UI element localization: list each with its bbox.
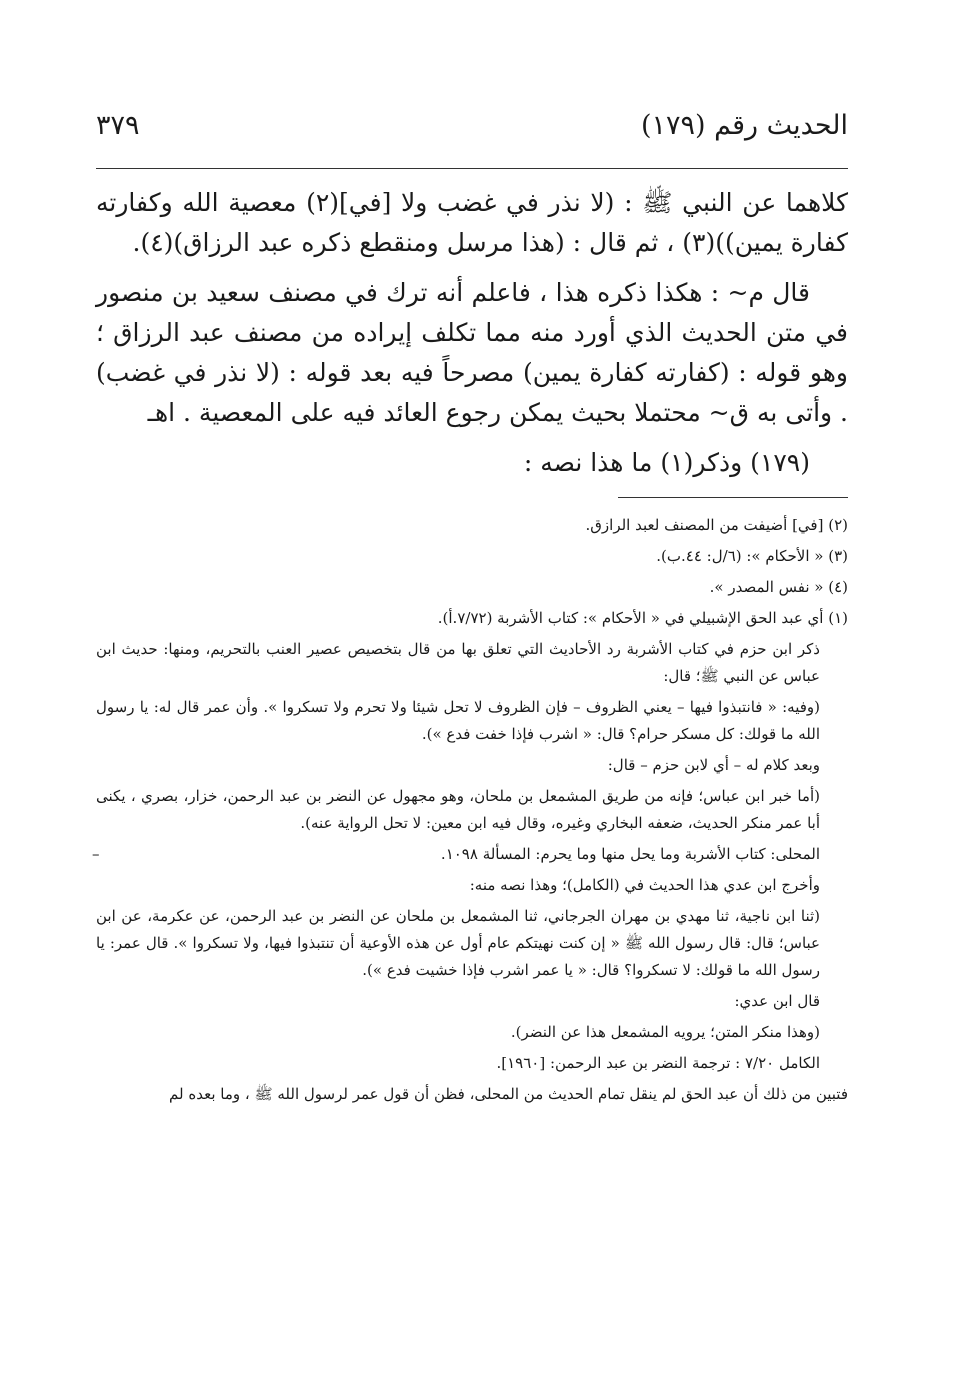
footnote-1: (١) أي عبد الحق الإشبيلي في « الأحكام »: كتاب الأشربة (٧/٧٢.أ). — [437, 609, 848, 627]
main-text — [96, 183, 848, 483]
footnote-1-line-4: (أما خبر ابن عباس؛ فإنه من طريق المشمعل بن ملحان، وهو مجهول عن النضر بن عبد الرحمن، خزار، بصري ، يكنى أبا عمر منكر الحديث، ضعفه البخاري وغيره، وقال فيه ابن معين: لا تحل الرواية عنه). — [96, 787, 820, 832]
footnote-1-line-7: (ثنا ابن ناجية، ثنا مهدي بن مهران الجرجاني، ثنا المشمعل بن ملحان عن النضر بن عبد الرحمن، عن عكرمة، عن ابن عباس؛ قال: قال رسول الله ﷺ « إن كنت نهيتكم عام أول عن هذه الأوعية أن تنتبذوا فيها، ولا تسكروا ». قال عمر: يا رسول الله ما قولك: لا تسكروا؟ قال: « يا عمر اشرب فإذا خشيت فدع »). — [96, 907, 820, 979]
footnote-1-line-8: قال ابن عدي: — [734, 992, 820, 1010]
footnote-1-line-2: (وفيه: « فانتبذوا فيها – يعني الظروف – فإن الظروف لا تحل شيئا ولا تحرم ولا تسكروا ». وأن عمر قال له: يا رسول الله ما قولك: كل مسكر حرام؟ قال: « اشرب فإذا خفت فدع »). — [96, 698, 820, 743]
footnote-3: (٣) « الأحكام »: (٦/ل: ٤٤.ب). — [656, 547, 848, 565]
footnote-1-line-5: – المحلى: كتاب الأشربة وما يحل منها وما يحرم: المسألة ١٠٩٨. — [96, 841, 848, 868]
footnote-4: (٤) « نفس المصدر ». — [709, 578, 848, 596]
footnote-1-line-3: وبعد كلام له – أي لابن حزم – قال: — [607, 756, 820, 774]
book-page — [96, 110, 848, 1112]
main-paragraph-2: قال م~ : هكذا ذكره هذا ، فاعلم أنه ترك في مصنف سعيد بن منصور في متن الحديث الذي أورد منه مما تكلف إيراده من مصنف عبد الرزاق ؛ وهو قوله : (كفارته كفارة يمين) مصرحاً فيه بعد قوله : (لا نذر في غضب) . وأتى به ق~ محتملا بحيث يمكن رجوع العائد فيه على المعصية . اهـ — [96, 278, 848, 427]
footnotes — [96, 512, 848, 1108]
footnote-1-line-10: الكامل ٧/٢٠ : ترجمة النضر بن عبد الرحمن: [١٩٦٠]. — [496, 1054, 820, 1072]
header-title: الحديث رقم (١٧٩) — [640, 110, 848, 141]
running-header — [96, 110, 848, 169]
footnote-divider — [618, 497, 848, 498]
footnote-1-line-9: (وهذا منكر المتن؛ يرويه المشمعل هذا عن النضر). — [510, 1023, 820, 1041]
footnote-1-line-11: فتبين من ذلك أن عبد الحق لم ينقل تمام الحديث من المحلى، فظن أن قول عمر لرسول الله ﷺ ، وما بعده لم — [169, 1085, 848, 1103]
footnote-2: (٢) [في] أضيفت من المصنف لعبد الرازق. — [585, 516, 848, 534]
footnote-1-line-6: وأخرج ابن عدي هذا الحديث في (الكامل)؛ وهذا نصه منه: — [469, 876, 820, 894]
hadith-heading: (١٧٩) وذكر(١) ما هذا نصه : — [523, 448, 810, 477]
page-number: ٣٧٩ — [96, 110, 140, 141]
footnote-1-line-1: ذكر ابن حزم في كتاب الأشربة رد الأحاديث التي تعلق بها من قال بتخصيص عصير العنب بالتحريم، ومنها: حديث ابن عباس عن النبي ﷺ؛ قال: — [96, 640, 820, 685]
main-paragraph-1: كلاهما عن النبي ﷺ : (لا نذر في غضب ولا [في](٢) معصية الله وكفارته كفارة يمين))(٣) ، ثم قال : (هذا مرسل ومنقطع ذكره عبد الرزاق)(٤). — [96, 188, 849, 257]
